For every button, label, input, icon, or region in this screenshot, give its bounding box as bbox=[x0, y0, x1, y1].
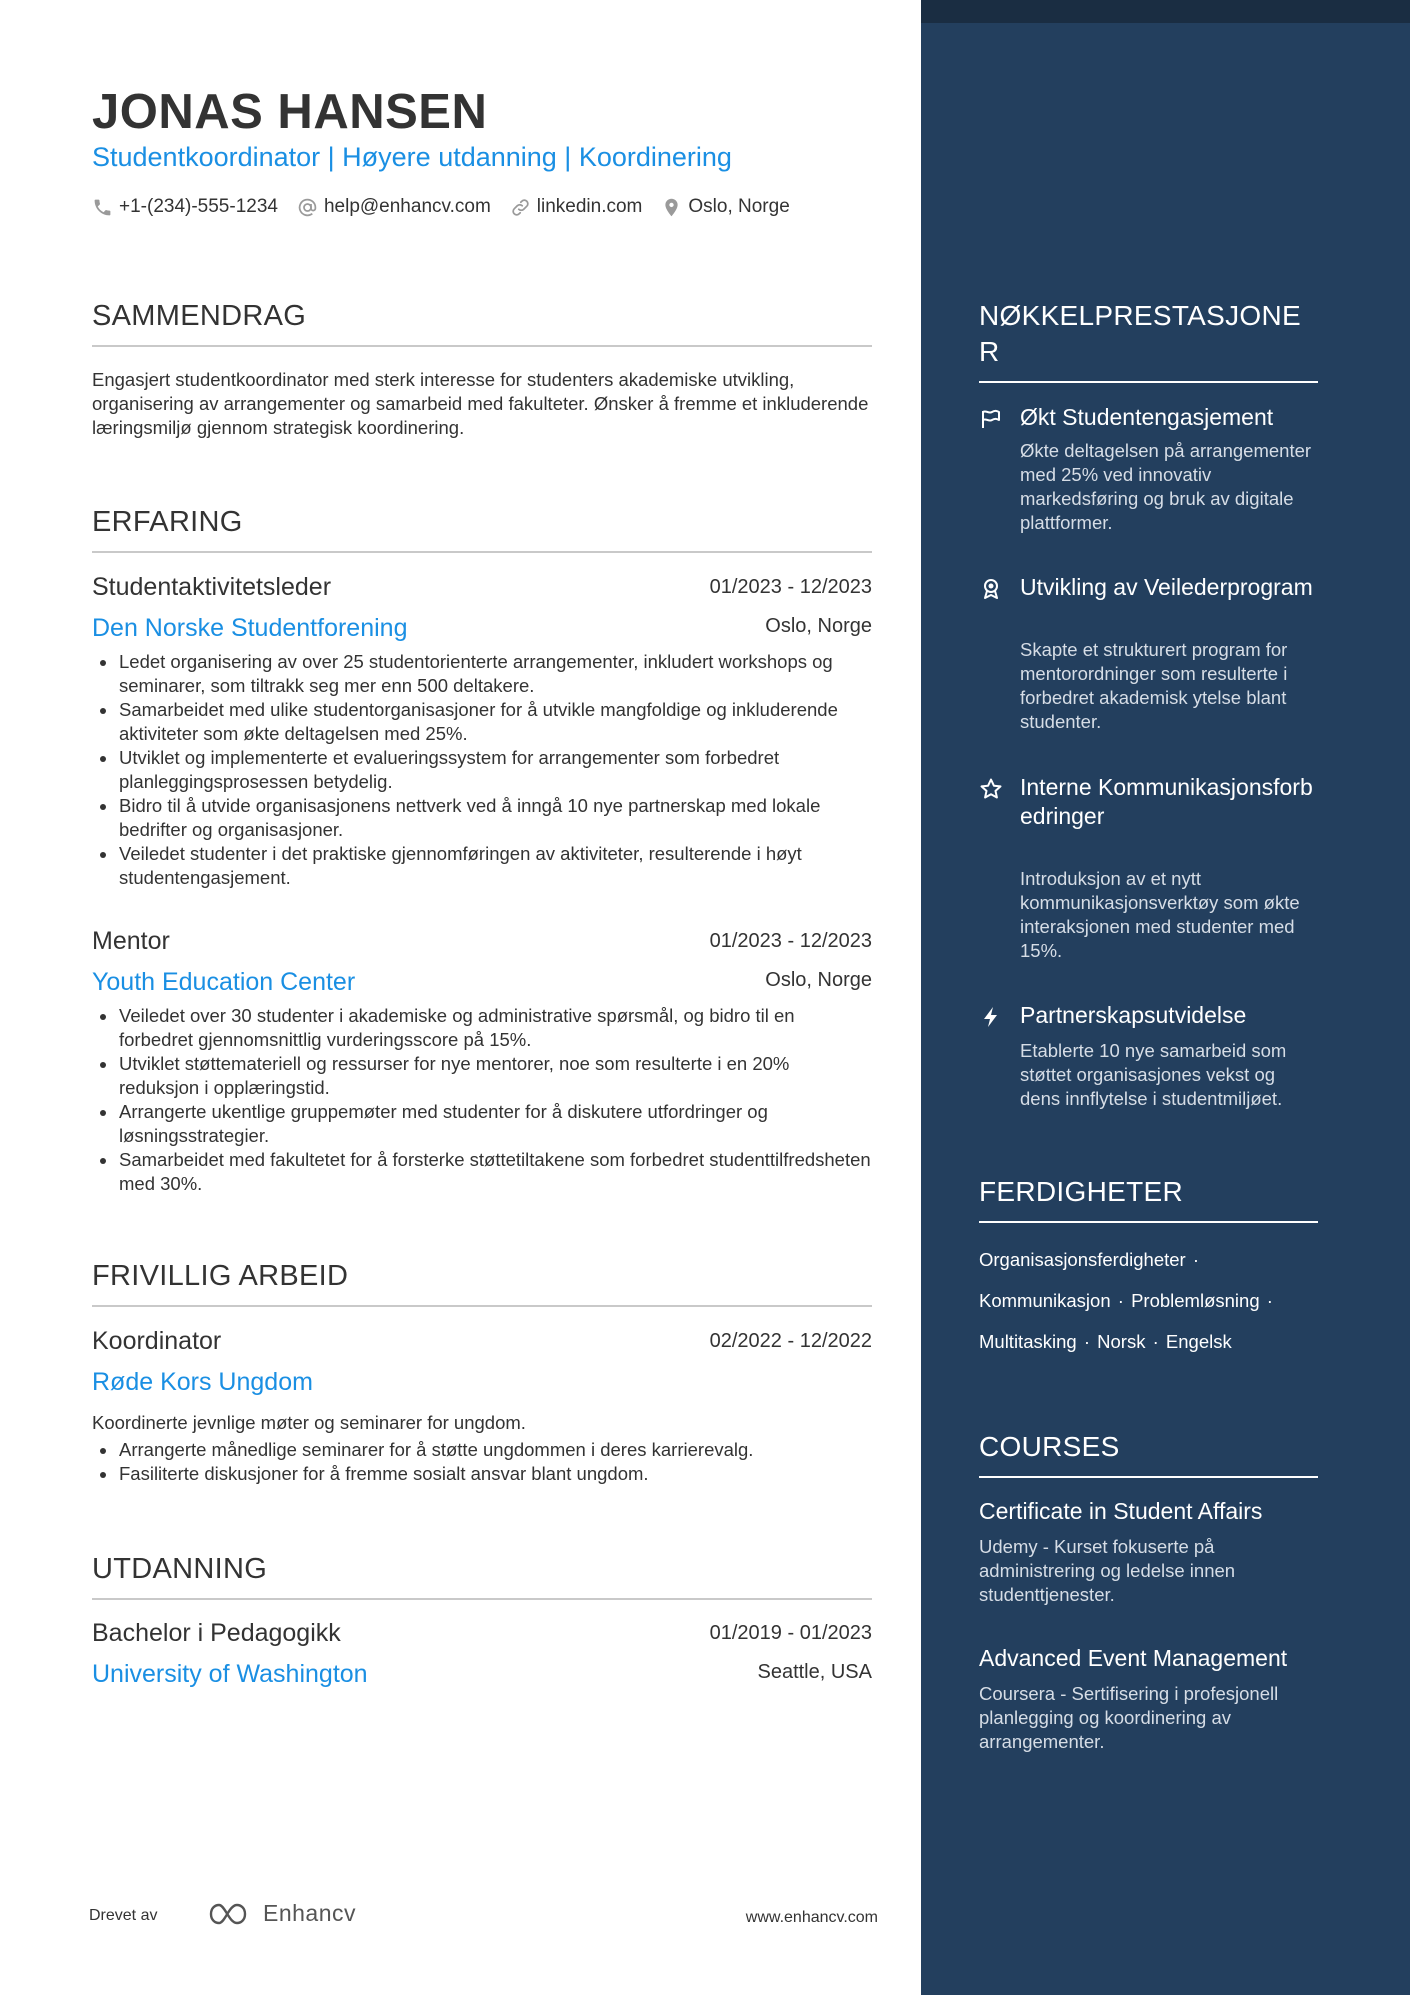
education-divider bbox=[92, 1598, 872, 1600]
skills-divider bbox=[979, 1221, 1318, 1223]
list-item: Samarbeidet med fakultetet for å forsterke støttetiltakene som forbedret studenttilfredsheten med 30%. bbox=[92, 1148, 872, 1196]
course-description: Udemy - Kurset fokuserte på administrering og ledelse innen studenttjenester. bbox=[979, 1536, 1236, 1605]
achievements-title: NØKKELPRESTASJONER bbox=[979, 300, 1302, 367]
volunteer-role: Koordinator bbox=[92, 1327, 222, 1355]
bolt-icon bbox=[979, 1005, 1003, 1029]
education-dates: 01/2019 - 01/2023 bbox=[709, 1622, 872, 1644]
sidebar bbox=[921, 0, 1410, 1995]
skill-separator: · bbox=[1117, 1290, 1124, 1311]
skill-tag: Problemløsning bbox=[1131, 1290, 1260, 1311]
job-bullets bbox=[92, 650, 872, 890]
education-location: Seattle, USA bbox=[757, 1661, 872, 1683]
enhancv-brand: Enhancv bbox=[263, 1900, 357, 1926]
volunteer-bullets bbox=[92, 1438, 872, 1486]
volunteer-dates: 02/2022 - 12/2022 bbox=[709, 1330, 872, 1352]
list-item: Fasiliterte diskusjoner for å fremme sosialt ansvar blant ungdom. bbox=[92, 1462, 872, 1486]
footer-powered-by: Drevet av bbox=[89, 1907, 158, 1924]
list-item: Utviklet støttemateriell og ressurser for nye mentorer, noe som resulterte i en 20% reduksjon i opplæringstid. bbox=[92, 1052, 872, 1100]
enhancv-logo-icon bbox=[207, 1901, 253, 1927]
list-item: Veiledet studenter i det praktiske gjennomføringen av aktiviteter, resulterende i høyt studentengasjement. bbox=[92, 842, 872, 890]
achievement-title: Interne Kommunikasjonsforbedringer bbox=[1020, 774, 1313, 829]
achievement-title: Utvikling av Veilederprogram bbox=[1020, 574, 1313, 600]
at-icon bbox=[297, 197, 318, 218]
skill-tag: Organisasjonsferdigheter bbox=[979, 1249, 1186, 1270]
skill-tag: Norsk bbox=[1097, 1331, 1146, 1352]
award-icon bbox=[979, 577, 1003, 601]
enhancv-logo[interactable] bbox=[207, 1900, 356, 1927]
flag-icon bbox=[979, 407, 1003, 431]
link-icon bbox=[510, 197, 531, 218]
list-item: Ledet organisering av over 25 studentorienterte arrangementer, inkludert workshops og seminarer, som tiltrakk seg mer enn 500 deltakere. bbox=[92, 650, 872, 698]
star-icon bbox=[979, 777, 1003, 801]
contact-link[interactable] bbox=[510, 196, 643, 218]
experience-divider bbox=[92, 551, 872, 553]
link-text: linkedin.com bbox=[536, 196, 643, 217]
skill-separator: · bbox=[1152, 1331, 1159, 1352]
summary-title: SAMMENDRAG bbox=[92, 300, 307, 332]
volunteer-divider bbox=[92, 1305, 872, 1307]
footer-url[interactable]: www.enhancv.com bbox=[745, 1909, 878, 1926]
job-role: Studentaktivitetsleder bbox=[92, 573, 332, 601]
skills-list bbox=[979, 1239, 1318, 1362]
job-location: Oslo, Norge bbox=[765, 615, 872, 637]
education-title: UTDANNING bbox=[92, 1553, 268, 1585]
summary-text: Engasjert studentkoordinator med sterk interesse for studenters akademiske utvikling, organisering av arrangementer og samarbeid med fakulteter. Ønsker å fremme et inkluderende læringsmiljø gjennom strategisk koordinering. bbox=[92, 369, 869, 438]
skill-separator: · bbox=[1266, 1290, 1273, 1311]
job-dates: 01/2023 - 12/2023 bbox=[709, 930, 872, 952]
list-item: Samarbeidet med ulike studentorganisasjoner for å utvikle mangfoldige og inkluderende aktiviteter som økte deltagelsen med 25%. bbox=[92, 698, 872, 746]
list-item: Arrangerte ukentlige gruppemøter med studenter for å diskutere utfordringer og løsningsstrategier. bbox=[92, 1100, 872, 1148]
experience-title: ERFARING bbox=[92, 506, 243, 538]
skill-tag: Multitasking bbox=[979, 1331, 1077, 1352]
achievements-divider bbox=[979, 381, 1318, 383]
list-item: Veiledet over 30 studenter i akademiske og administrative spørsmål, og bidro til en forbedret gjennomsnittlig vurderingsscore på 15%. bbox=[92, 1004, 872, 1052]
education-school[interactable]: University of Washington bbox=[92, 1660, 368, 1688]
summary-divider bbox=[92, 345, 872, 347]
contact-location bbox=[661, 196, 789, 218]
volunteer-organization[interactable]: Røde Kors Ungdom bbox=[92, 1368, 313, 1396]
courses-title: COURSES bbox=[979, 1431, 1120, 1462]
contact-phone[interactable] bbox=[92, 196, 278, 218]
location-pin-icon bbox=[661, 197, 682, 218]
skill-tag: Engelsk bbox=[1165, 1331, 1232, 1352]
skill-separator: · bbox=[1192, 1249, 1200, 1270]
job-organization[interactable]: Youth Education Center bbox=[92, 968, 356, 996]
job-bullets bbox=[92, 1004, 872, 1196]
job-organization[interactable]: Den Norske Studentforening bbox=[92, 614, 408, 642]
achievement-description: Etablerte 10 nye samarbeid som støttet organisasjones vekst og dens innflytelse i studentmiljøet. bbox=[1020, 1040, 1287, 1109]
skill-tag: Kommunikasjon bbox=[979, 1290, 1111, 1311]
email-text: help@enhancv.com bbox=[323, 196, 491, 217]
skill-separator: · bbox=[1083, 1331, 1090, 1352]
job-role: Mentor bbox=[92, 927, 170, 955]
list-item: Arrangerte månedlige seminarer for å støtte ungdommen i deres karrierevalg. bbox=[92, 1438, 872, 1462]
job-dates: 01/2023 - 12/2023 bbox=[709, 576, 872, 598]
courses-divider bbox=[979, 1476, 1318, 1478]
list-item: Bidro til å utvide organisasjonens nettverk ved å inngå 10 nye partnerskap med lokale bedrifter og organisasjoner. bbox=[92, 794, 872, 842]
course-title: Advanced Event Management bbox=[979, 1645, 1288, 1671]
achievement-title: Partnerskapsutvidelse bbox=[1020, 1002, 1247, 1028]
contact-bar bbox=[92, 196, 809, 218]
volunteer-title: FRIVILLIG ARBEID bbox=[92, 1260, 349, 1292]
course-title: Certificate in Student Affairs bbox=[979, 1498, 1263, 1524]
headline: Studentkoordinator | Høyere utdanning | Koordinering bbox=[92, 142, 732, 172]
phone-icon bbox=[92, 197, 113, 218]
contact-email[interactable] bbox=[297, 196, 491, 218]
phone-text: +1-(234)-555-1234 bbox=[119, 196, 278, 217]
location-text: Oslo, Norge bbox=[688, 196, 790, 217]
volunteer-description: Koordinerte jevnlige møter og seminarer for ungdom. bbox=[92, 1412, 526, 1433]
candidate-name: JONAS HANSEN bbox=[92, 85, 488, 139]
skills-title: FERDIGHETER bbox=[979, 1176, 1183, 1207]
achievement-description: Økte deltagelsen på arrangementer med 25% ved innovativ markedsføring og bruk av digitale plattformer. bbox=[1020, 440, 1312, 533]
achievement-title: Økt Studentengasjement bbox=[1020, 404, 1274, 430]
sidebar-top-band bbox=[921, 0, 1410, 23]
achievement-description: Introduksjon av et nytt kommunikasjonsverktøy som økte interaksjonen med studenter med 15%. bbox=[1020, 868, 1300, 961]
achievement-description: Skapte et strukturert program for mentorordninger som resulterte i forbedret akademisk ytelse blant studenter. bbox=[1020, 639, 1288, 732]
education-degree: Bachelor i Pedagogikk bbox=[92, 1619, 341, 1647]
job-location: Oslo, Norge bbox=[765, 969, 872, 991]
list-item: Utviklet og implementerte et evalueringssystem for arrangementer som forbedret planleggingsprosessen betydelig. bbox=[92, 746, 872, 794]
course-description: Coursera - Sertifisering i profesjonell planlegging og koordinering av arrangementer. bbox=[979, 1683, 1279, 1752]
